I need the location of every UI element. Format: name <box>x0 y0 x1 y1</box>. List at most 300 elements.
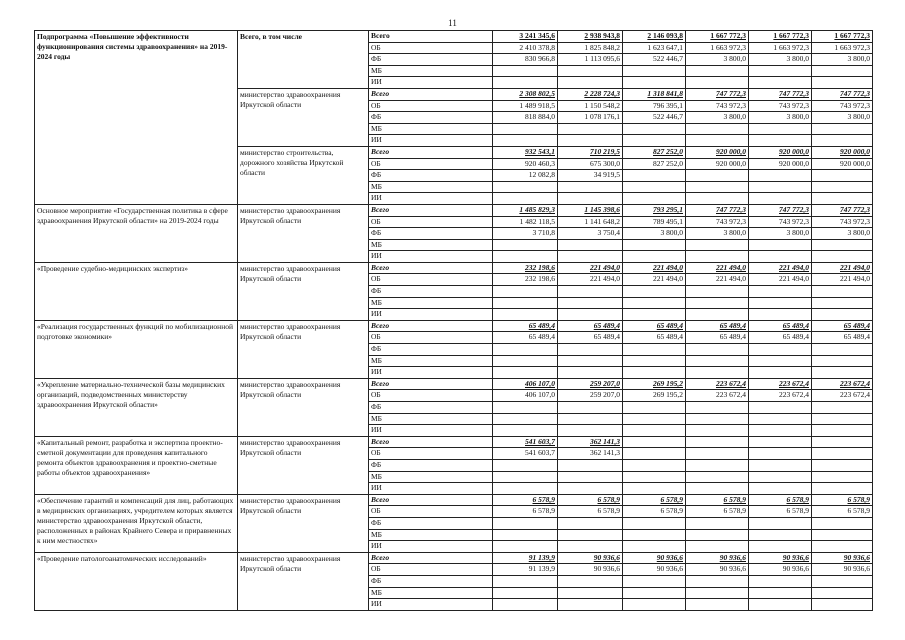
amount-cell: 1 078 176,1 <box>558 112 623 124</box>
amount-cell: 65 489,4 <box>749 332 812 344</box>
amount-cell <box>558 587 623 599</box>
table-row <box>35 31 873 43</box>
funding-source-cell: ИИ <box>369 483 493 495</box>
amount-cell <box>623 541 686 553</box>
funding-source-cell: Всего <box>369 262 493 274</box>
amount-cell: 920 460,3 <box>493 158 558 170</box>
amount-cell: 65 489,4 <box>812 320 873 332</box>
amount-cell <box>749 344 812 356</box>
funding-source-cell: ОБ <box>369 274 493 286</box>
table-row <box>35 494 873 506</box>
amount-cell: 1 663 972,3 <box>686 42 749 54</box>
amount-cell: 6 578,9 <box>558 506 623 518</box>
amount-cell: 65 489,4 <box>558 320 623 332</box>
amount-cell <box>493 541 558 553</box>
amount-cell: 920 000,0 <box>686 146 749 158</box>
amount-cell <box>558 77 623 89</box>
funding-source-cell: ОБ <box>369 564 493 576</box>
amount-cell <box>558 344 623 356</box>
amount-cell <box>686 529 749 541</box>
amount-cell: 232 198,6 <box>493 274 558 286</box>
amount-cell: 6 578,9 <box>686 506 749 518</box>
amount-cell <box>493 599 558 611</box>
amount-cell: 223 672,4 <box>749 390 812 402</box>
amount-cell: 1 113 095,6 <box>558 54 623 66</box>
funding-source-cell: ФБ <box>369 54 493 66</box>
funding-source-cell: Всего <box>369 31 493 43</box>
amount-cell <box>493 309 558 321</box>
funding-source-cell: ФБ <box>369 344 493 356</box>
amount-cell: 65 489,4 <box>686 320 749 332</box>
amount-cell <box>623 297 686 309</box>
funding-source-cell: ФБ <box>369 575 493 587</box>
executor-cell: министерство здравоохранения Иркутской области <box>238 494 369 552</box>
amount-cell <box>493 575 558 587</box>
amount-cell <box>558 599 623 611</box>
program-name-cell: «Обеспечение гарантий и компенсаций для лиц, работающих в медицинских организациях, учредителем которых является министерство здравоохранения Иркутской области, расположенных в районах Крайнего Севера и приравненных к ним местностях» <box>35 494 238 552</box>
amount-cell: 675 300,0 <box>558 158 623 170</box>
funding-source-cell: Всего <box>369 436 493 448</box>
funding-source-cell: Всего <box>369 204 493 216</box>
funding-source-cell: ОБ <box>369 158 493 170</box>
amount-cell: 221 494,0 <box>623 262 686 274</box>
amount-cell: 6 578,9 <box>749 506 812 518</box>
amount-cell <box>749 599 812 611</box>
amount-cell <box>493 65 558 77</box>
amount-cell: 2 410 378,8 <box>493 42 558 54</box>
amount-cell: 6 578,9 <box>812 494 873 506</box>
amount-cell: 2 228 724,3 <box>558 88 623 100</box>
amount-cell: 920 000,0 <box>749 146 812 158</box>
amount-cell: 221 494,0 <box>812 274 873 286</box>
amount-cell <box>623 471 686 483</box>
amount-cell <box>558 181 623 193</box>
amount-cell <box>686 123 749 135</box>
program-name-cell: Основное мероприятие «Государственная политика в сфере здравоохранения Иркутской области» на 2019-2024 годы <box>35 204 238 262</box>
amount-cell <box>812 402 873 414</box>
amount-cell <box>686 251 749 263</box>
amount-cell <box>749 123 812 135</box>
amount-cell: 920 000,0 <box>812 158 873 170</box>
amount-cell <box>686 587 749 599</box>
amount-cell <box>558 425 623 437</box>
amount-cell <box>812 135 873 147</box>
amount-cell <box>812 170 873 182</box>
amount-cell <box>623 448 686 460</box>
funding-source-cell: ФБ <box>369 402 493 414</box>
amount-cell <box>558 355 623 367</box>
funding-source-cell: ОБ <box>369 506 493 518</box>
amount-cell <box>623 170 686 182</box>
amount-cell <box>812 65 873 77</box>
amount-cell <box>749 367 812 379</box>
amount-cell: 1 482 118,5 <box>493 216 558 228</box>
amount-cell: 90 936,6 <box>686 552 749 564</box>
amount-cell <box>749 413 812 425</box>
amount-cell: 3 800,0 <box>749 228 812 240</box>
amount-cell: 541 603,7 <box>493 448 558 460</box>
funding-source-cell: МБ <box>369 123 493 135</box>
amount-cell: 932 543,1 <box>493 146 558 158</box>
amount-cell: 406 107,0 <box>493 378 558 390</box>
amount-cell <box>623 436 686 448</box>
amount-cell <box>623 587 686 599</box>
amount-cell: 221 494,0 <box>623 274 686 286</box>
amount-cell: 747 772,3 <box>812 88 873 100</box>
amount-cell <box>623 344 686 356</box>
funding-source-cell: МБ <box>369 355 493 367</box>
amount-cell <box>749 517 812 529</box>
amount-cell <box>493 459 558 471</box>
amount-cell: 1 663 972,3 <box>812 42 873 54</box>
amount-cell <box>812 436 873 448</box>
amount-cell <box>623 239 686 251</box>
amount-cell <box>686 599 749 611</box>
funding-source-cell: ИИ <box>369 77 493 89</box>
amount-cell: 221 494,0 <box>686 262 749 274</box>
amount-cell <box>749 575 812 587</box>
program-name-cell: «Реализация государственных функций по мобилизационной подготовке экономики» <box>35 320 238 378</box>
amount-cell: 747 772,3 <box>749 88 812 100</box>
amount-cell: 6 578,9 <box>493 506 558 518</box>
funding-source-cell: ОБ <box>369 100 493 112</box>
amount-cell: 223 672,4 <box>686 390 749 402</box>
amount-cell: 259 207,0 <box>558 378 623 390</box>
funding-source-cell: Всего <box>369 494 493 506</box>
amount-cell: 221 494,0 <box>686 274 749 286</box>
amount-cell: 3 800,0 <box>686 112 749 124</box>
amount-cell: 747 772,3 <box>812 204 873 216</box>
amount-cell <box>812 541 873 553</box>
amount-cell: 793 295,1 <box>623 204 686 216</box>
amount-cell: 710 219,5 <box>558 146 623 158</box>
funding-source-cell: Всего <box>369 320 493 332</box>
amount-cell <box>623 193 686 205</box>
page-number: 11 <box>448 18 457 28</box>
amount-cell: 3 800,0 <box>812 54 873 66</box>
amount-cell <box>812 355 873 367</box>
amount-cell <box>686 170 749 182</box>
amount-cell <box>493 286 558 298</box>
amount-cell: 6 578,9 <box>812 506 873 518</box>
amount-cell: 920 000,0 <box>812 146 873 158</box>
amount-cell: 3 800,0 <box>686 54 749 66</box>
amount-cell <box>749 239 812 251</box>
amount-cell: 522 446,7 <box>623 54 686 66</box>
amount-cell <box>812 367 873 379</box>
amount-cell: 65 489,4 <box>623 332 686 344</box>
amount-cell: 743 972,3 <box>812 216 873 228</box>
program-name-cell: Подпрограмма «Повышение эффективности функционирования системы здравоохранения» на 2019-2024 годы <box>35 31 238 205</box>
amount-cell: 789 495,1 <box>623 216 686 228</box>
amount-cell <box>493 587 558 599</box>
amount-cell <box>623 355 686 367</box>
amount-cell <box>623 402 686 414</box>
program-name-cell: «Укрепление материально-технической базы медицинских организаций, подведомственных министерству здравоохранения Иркутской области» <box>35 378 238 436</box>
amount-cell <box>686 297 749 309</box>
funding-source-cell: ИИ <box>369 309 493 321</box>
amount-cell: 221 494,0 <box>749 262 812 274</box>
amount-cell: 1 489 918,5 <box>493 100 558 112</box>
amount-cell: 3 800,0 <box>749 112 812 124</box>
amount-cell <box>812 309 873 321</box>
amount-cell: 1 825 848,2 <box>558 42 623 54</box>
amount-cell: 90 936,6 <box>749 564 812 576</box>
amount-cell: 221 494,0 <box>812 262 873 274</box>
amount-cell: 1 663 972,3 <box>749 42 812 54</box>
amount-cell <box>686 135 749 147</box>
amount-cell <box>749 471 812 483</box>
amount-cell <box>558 123 623 135</box>
amount-cell <box>493 193 558 205</box>
amount-cell <box>623 286 686 298</box>
amount-cell <box>558 286 623 298</box>
amount-cell: 406 107,0 <box>493 390 558 402</box>
amount-cell <box>493 402 558 414</box>
amount-cell <box>493 239 558 251</box>
amount-cell <box>749 193 812 205</box>
amount-cell <box>623 459 686 471</box>
funding-source-cell: ФБ <box>369 228 493 240</box>
amount-cell <box>493 297 558 309</box>
amount-cell <box>686 344 749 356</box>
amount-cell <box>493 517 558 529</box>
amount-cell <box>812 483 873 495</box>
amount-cell: 743 972,3 <box>686 100 749 112</box>
amount-cell: 223 672,4 <box>812 378 873 390</box>
amount-cell <box>812 599 873 611</box>
amount-cell <box>493 251 558 263</box>
funding-source-cell: ИИ <box>369 367 493 379</box>
amount-cell <box>749 425 812 437</box>
amount-cell <box>493 123 558 135</box>
amount-cell: 3 800,0 <box>812 112 873 124</box>
executor-cell: министерство здравоохранения Иркутской области <box>238 378 369 436</box>
amount-cell <box>558 402 623 414</box>
funding-source-cell: ИИ <box>369 135 493 147</box>
amount-cell <box>812 413 873 425</box>
amount-cell: 2 146 093,8 <box>623 31 686 43</box>
funding-source-cell: ФБ <box>369 112 493 124</box>
funding-source-cell: МБ <box>369 587 493 599</box>
amount-cell <box>686 541 749 553</box>
funding-source-cell: МБ <box>369 297 493 309</box>
amount-cell <box>686 309 749 321</box>
amount-cell: 362 141,3 <box>558 436 623 448</box>
amount-cell <box>749 181 812 193</box>
funding-source-cell: ОБ <box>369 390 493 402</box>
amount-cell <box>623 367 686 379</box>
amount-cell <box>493 77 558 89</box>
amount-cell <box>623 517 686 529</box>
amount-cell: 3 800,0 <box>749 54 812 66</box>
funding-source-cell: Всего <box>369 146 493 158</box>
amount-cell: 3 241 345,6 <box>493 31 558 43</box>
amount-cell <box>686 436 749 448</box>
funding-source-cell: ОБ <box>369 216 493 228</box>
funding-source-cell: ОБ <box>369 448 493 460</box>
amount-cell: 1 667 772,3 <box>749 31 812 43</box>
amount-cell: 12 082,8 <box>493 170 558 182</box>
amount-cell: 259 207,0 <box>558 390 623 402</box>
amount-cell <box>686 471 749 483</box>
amount-cell <box>686 77 749 89</box>
amount-cell <box>493 367 558 379</box>
amount-cell <box>558 135 623 147</box>
amount-cell: 232 198,6 <box>493 262 558 274</box>
table-row <box>35 378 873 390</box>
amount-cell: 90 936,6 <box>623 552 686 564</box>
amount-cell <box>749 77 812 89</box>
amount-cell <box>558 541 623 553</box>
funding-source-cell: ИИ <box>369 251 493 263</box>
amount-cell: 65 489,4 <box>493 332 558 344</box>
amount-cell: 3 800,0 <box>686 228 749 240</box>
amount-cell: 1 141 648,2 <box>558 216 623 228</box>
amount-cell <box>812 77 873 89</box>
amount-cell: 6 578,9 <box>686 494 749 506</box>
amount-cell: 65 489,4 <box>749 320 812 332</box>
amount-cell: 90 936,6 <box>749 552 812 564</box>
amount-cell <box>558 483 623 495</box>
amount-cell: 91 139,9 <box>493 564 558 576</box>
amount-cell: 830 966,8 <box>493 54 558 66</box>
table-row <box>35 552 873 564</box>
amount-cell <box>686 575 749 587</box>
amount-cell <box>749 587 812 599</box>
amount-cell: 223 672,4 <box>686 378 749 390</box>
amount-cell <box>493 471 558 483</box>
amount-cell: 796 395,1 <box>623 100 686 112</box>
amount-cell <box>749 541 812 553</box>
amount-cell: 223 672,4 <box>812 390 873 402</box>
amount-cell: 3 710,8 <box>493 228 558 240</box>
amount-cell: 65 489,4 <box>812 332 873 344</box>
amount-cell <box>493 135 558 147</box>
amount-cell <box>686 425 749 437</box>
executor-cell: министерство здравоохранения Иркутской области <box>238 262 369 320</box>
amount-cell: 743 972,3 <box>749 216 812 228</box>
amount-cell: 1 145 398,6 <box>558 204 623 216</box>
amount-cell <box>623 483 686 495</box>
amount-cell: 90 936,6 <box>623 564 686 576</box>
amount-cell <box>686 402 749 414</box>
amount-cell <box>812 297 873 309</box>
amount-cell: 6 578,9 <box>623 506 686 518</box>
amount-cell <box>812 425 873 437</box>
amount-cell <box>686 367 749 379</box>
amount-cell <box>623 123 686 135</box>
amount-cell: 223 672,4 <box>749 378 812 390</box>
amount-cell: 3 800,0 <box>812 228 873 240</box>
amount-cell <box>686 65 749 77</box>
amount-cell: 1 318 841,8 <box>623 88 686 100</box>
amount-cell: 6 578,9 <box>558 494 623 506</box>
amount-cell <box>812 286 873 298</box>
amount-cell: 827 252,0 <box>623 146 686 158</box>
funding-source-cell: МБ <box>369 471 493 483</box>
amount-cell <box>686 459 749 471</box>
amount-cell: 221 494,0 <box>749 274 812 286</box>
amount-cell: 90 936,6 <box>558 552 623 564</box>
amount-cell <box>493 483 558 495</box>
funding-source-cell: Всего <box>369 552 493 564</box>
amount-cell <box>623 251 686 263</box>
amount-cell <box>686 355 749 367</box>
amount-cell: 1 667 772,3 <box>686 31 749 43</box>
amount-cell <box>558 367 623 379</box>
amount-cell: 747 772,3 <box>686 88 749 100</box>
executor-cell: министерство здравоохранения Иркутской области <box>238 320 369 378</box>
amount-cell <box>749 251 812 263</box>
funding-source-cell: МБ <box>369 239 493 251</box>
amount-cell <box>812 344 873 356</box>
amount-cell: 1 623 647,1 <box>623 42 686 54</box>
amount-cell <box>623 181 686 193</box>
amount-cell <box>558 529 623 541</box>
funding-source-cell: МБ <box>369 65 493 77</box>
amount-cell <box>623 65 686 77</box>
amount-cell <box>749 483 812 495</box>
funding-source-cell: ИИ <box>369 599 493 611</box>
amount-cell: 2 308 802,5 <box>493 88 558 100</box>
amount-cell <box>749 309 812 321</box>
amount-cell <box>686 413 749 425</box>
executor-cell: министерство здравоохранения Иркутской области <box>238 552 369 610</box>
amount-cell: 1 150 548,2 <box>558 100 623 112</box>
amount-cell <box>812 459 873 471</box>
amount-cell <box>623 413 686 425</box>
amount-cell <box>749 170 812 182</box>
amount-cell <box>558 309 623 321</box>
amount-cell: 90 936,6 <box>812 552 873 564</box>
amount-cell: 221 494,0 <box>558 274 623 286</box>
executor-cell: министерство здравоохранения Иркутской области <box>238 436 369 494</box>
table-body <box>35 31 873 611</box>
amount-cell <box>749 459 812 471</box>
table-row <box>35 204 873 216</box>
amount-cell <box>749 297 812 309</box>
amount-cell <box>749 448 812 460</box>
amount-cell <box>686 181 749 193</box>
amount-cell <box>493 425 558 437</box>
amount-cell: 3 800,0 <box>623 228 686 240</box>
amount-cell <box>812 529 873 541</box>
amount-cell <box>558 575 623 587</box>
amount-cell <box>686 286 749 298</box>
amount-cell <box>493 181 558 193</box>
amount-cell <box>623 599 686 611</box>
executor-cell: Всего, в том числе <box>238 31 369 89</box>
amount-cell <box>558 193 623 205</box>
funding-source-cell: Всего <box>369 378 493 390</box>
amount-cell <box>493 413 558 425</box>
amount-cell: 743 972,3 <box>812 100 873 112</box>
amount-cell <box>558 65 623 77</box>
program-name-cell: «Капитальный ремонт, разработка и экспертиза проектно-сметной документации для проведения капитального ремонта объектов здравоохранения и проектно-сметные работы объектов здравоохранения» <box>35 436 238 494</box>
amount-cell: 91 139,9 <box>493 552 558 564</box>
amount-cell <box>493 529 558 541</box>
amount-cell <box>558 459 623 471</box>
amount-cell: 920 000,0 <box>749 158 812 170</box>
amount-cell: 90 936,6 <box>686 564 749 576</box>
amount-cell <box>812 517 873 529</box>
amount-cell: 3 750,4 <box>558 228 623 240</box>
amount-cell: 90 936,6 <box>812 564 873 576</box>
amount-cell <box>493 355 558 367</box>
executor-cell: министерство строительства, дорожного хозяйства Иркутской области <box>238 146 369 204</box>
amount-cell: 6 578,9 <box>623 494 686 506</box>
